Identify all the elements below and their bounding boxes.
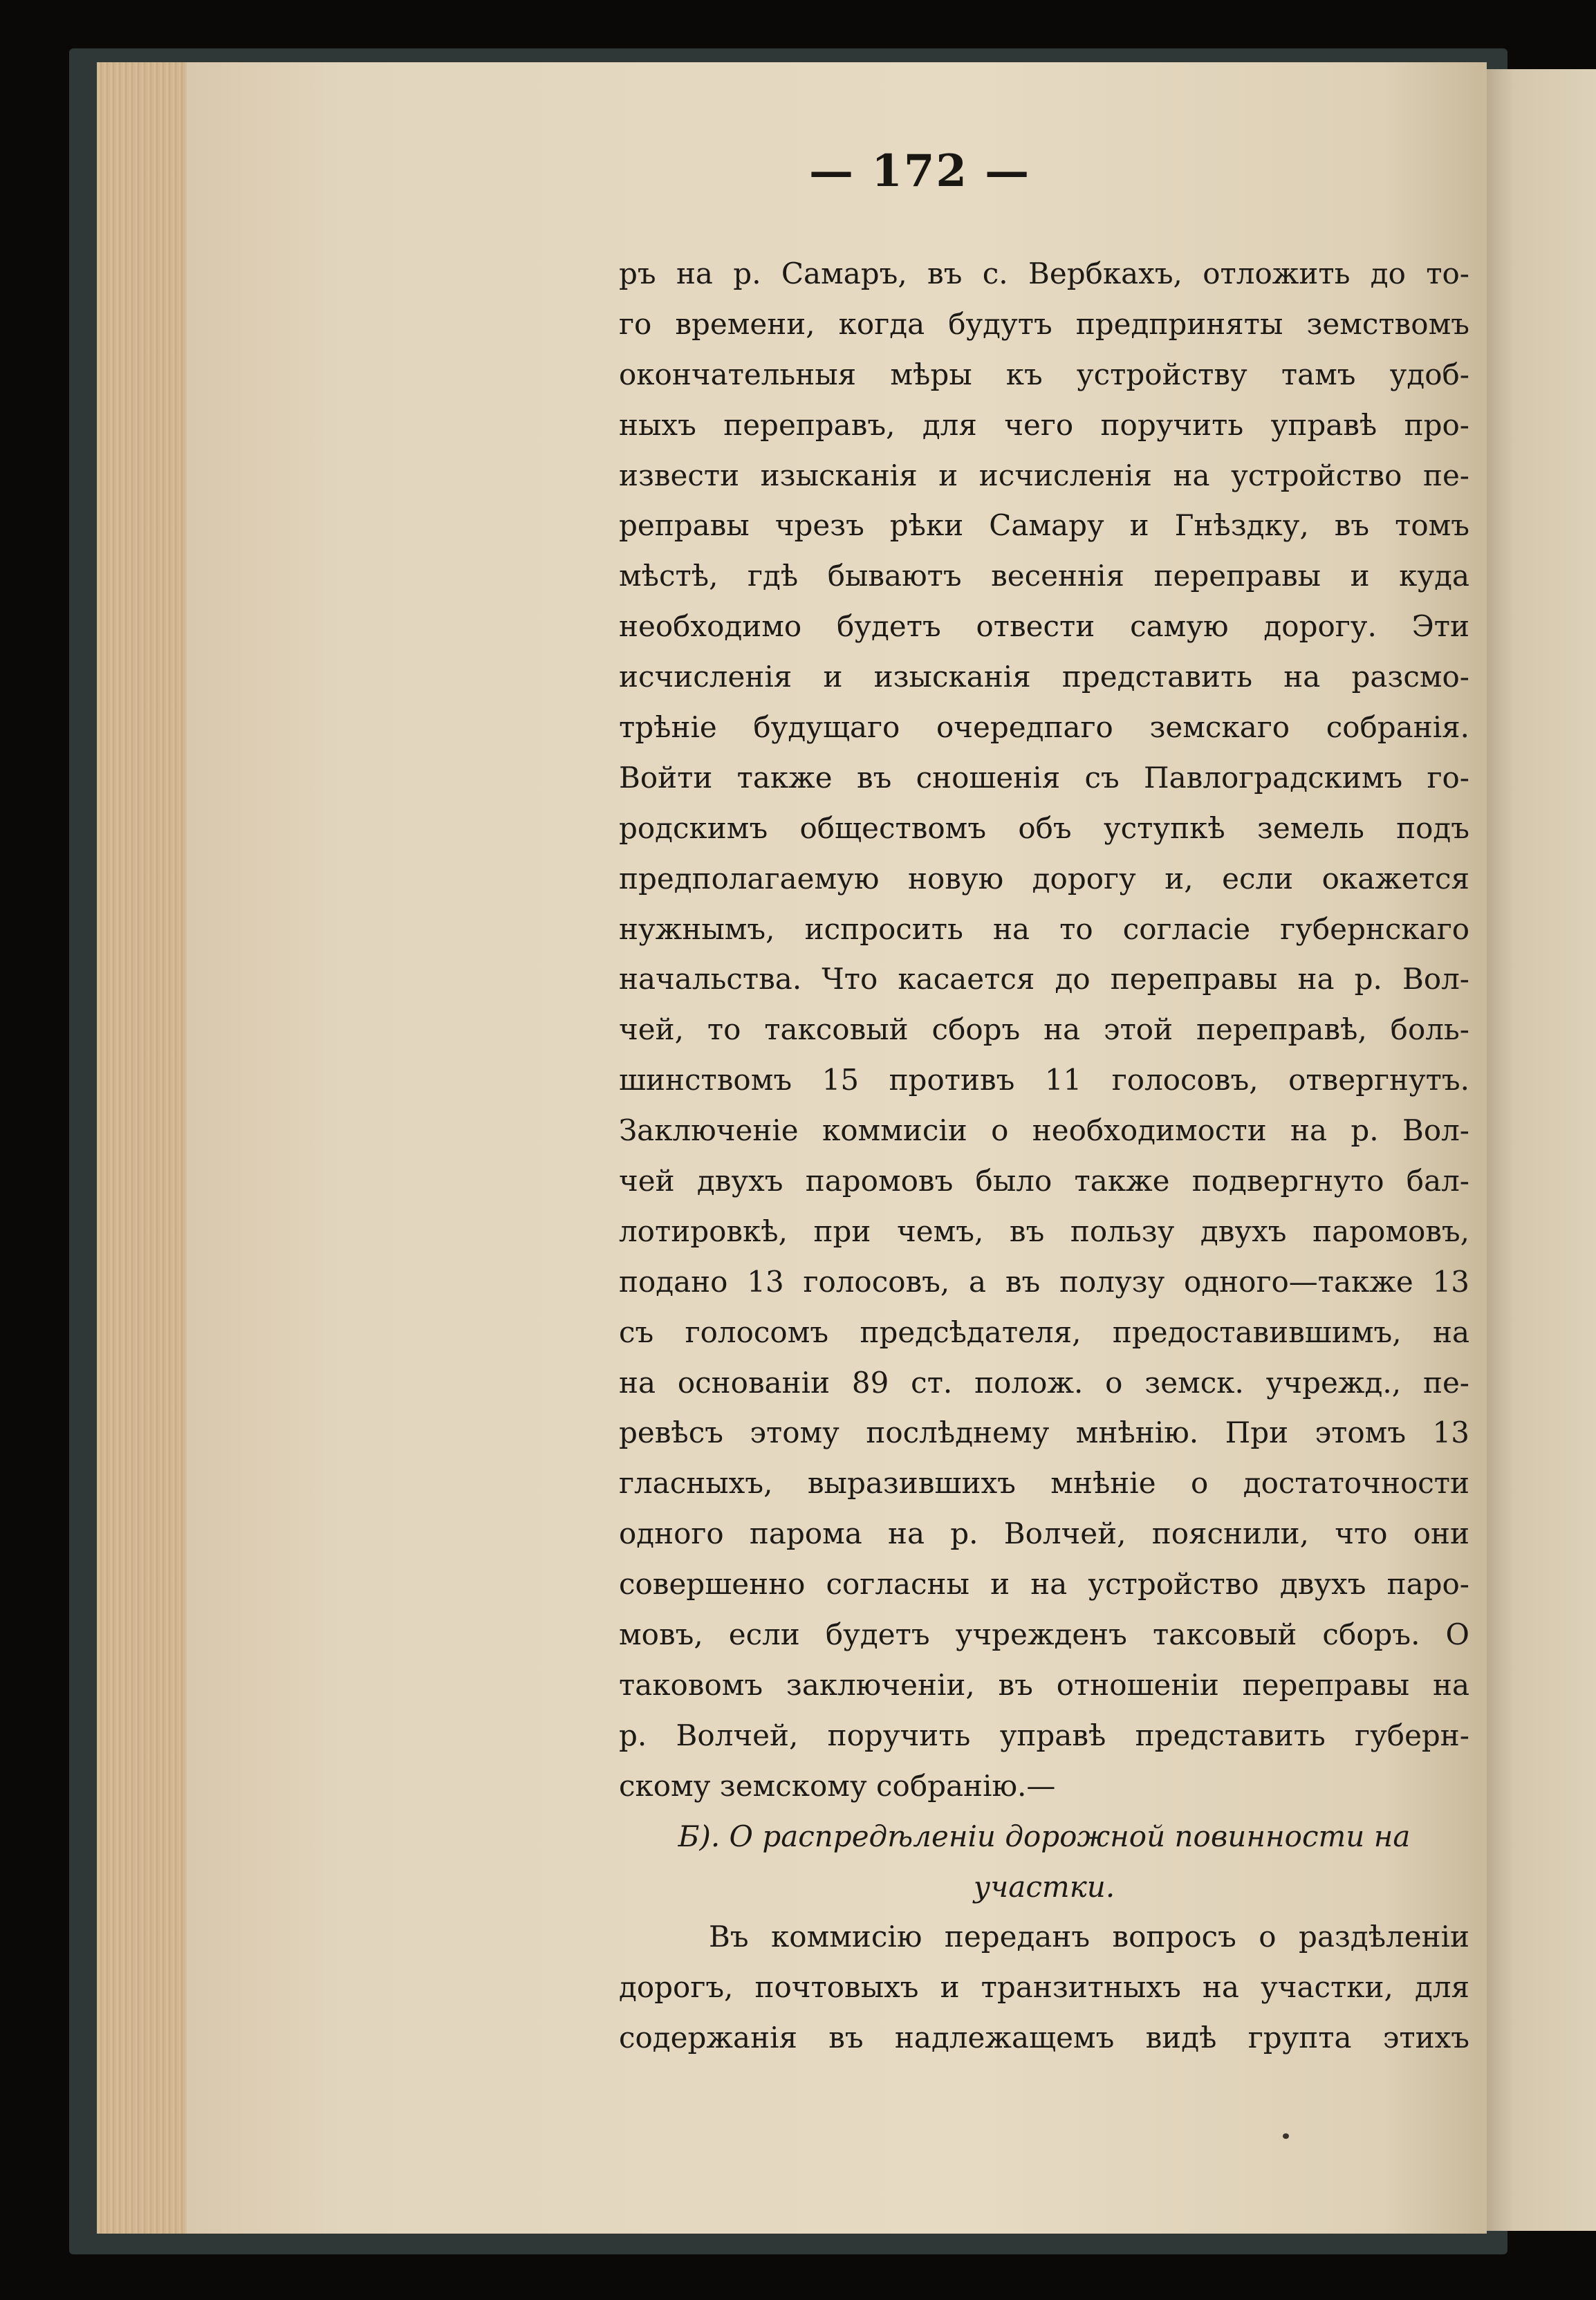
text-line: съ голосомъ предсѣдателя, предоставившимъ, на (619, 1315, 1469, 1349)
section-heading: Б). О распредѣленіи дорожной повинности на (678, 1819, 1411, 1853)
text-line: ръ на р. Самаръ, въ с. Вербкахъ, отложить до то- (619, 257, 1469, 290)
text-line: трѣніе будущаго очередпаго земскаго собранія. (619, 710, 1469, 745)
text-line: таковомъ заключеніи, въ отношеніи переправы на (619, 1667, 1469, 1702)
text-line: Войти также въ сношенія съ Павлоградскимъ го- (619, 760, 1469, 795)
text-line: Въ коммисію переданъ вопросъ о раздѣленіи (709, 1920, 1469, 1954)
text-line: лотировкѣ, при чемъ, въ пользу двухъ паромовъ, (619, 1214, 1469, 1248)
section-heading-continued: участки. (973, 1869, 1115, 1904)
text-line: предполагаемую новую дорогу и, если окажется (619, 861, 1469, 896)
text-line: реправы чрезъ рѣки Самару и Гнѣздку, въ томъ (619, 508, 1469, 543)
text-line: нужнымъ, испросить на то согласіе губернскаго (619, 911, 1469, 946)
text-line: го времени, когда будутъ предприняты земствомъ (619, 306, 1469, 341)
text-line: скому земскому собранію.— (619, 1768, 1056, 1803)
page-edges (97, 62, 187, 2234)
text-line: шинствомъ 15 противъ 11 голосовъ, отвергнутъ. (619, 1063, 1469, 1097)
body-text (619, 249, 1469, 2063)
bleed-through-text (339, 284, 615, 1819)
text-line: подано 13 голосовъ, а въ полузу одного—также 13 (619, 1264, 1469, 1299)
text-line: ревѣсъ этому послѣднему мнѣнію. При этомъ 13 (619, 1416, 1469, 1450)
text-line: чей, то таксовый сборъ на этой переправѣ, боль- (619, 1012, 1469, 1047)
text-line: совершенно согласны и на устройство двухъ паро- (619, 1567, 1469, 1602)
text-line: окончательныя мѣры къ устройству тамъ удоб- (619, 357, 1469, 391)
page-number: — 172 — (809, 145, 1031, 197)
text-line: содержанія въ надлежащемъ видѣ групта этихъ (619, 2021, 1469, 2055)
text-line: исчисленія и изысканія представить на разсмо- (619, 660, 1469, 694)
ink-speck (1283, 2133, 1289, 2139)
text-line: необходимо будетъ отвести самую дорогу. Эти (619, 609, 1469, 644)
text-line: начальства. Что касается до переправы на р. Вол- (619, 962, 1469, 996)
text-line: извести изысканія и исчисленія на устройство пе- (619, 458, 1469, 492)
text-line: чей двухъ паромовъ было также подвергнуто бал- (619, 1164, 1469, 1198)
text-line: мовъ, если будетъ учрежденъ таксовый сборъ. О (619, 1617, 1469, 1652)
text-line: р. Волчей, поручить управѣ представить губерн- (619, 1718, 1469, 1752)
text-line: родскимъ обществомъ объ уступкѣ земель подъ (619, 810, 1469, 845)
text-line: мѣстѣ, гдѣ бываютъ весеннія переправы и куда (619, 559, 1469, 593)
text-line: дорогъ, почтовыхъ и транзитныхъ на участки, для (619, 1970, 1469, 2005)
text-line: одного парома на р. Волчей, пояснили, что они (619, 1517, 1469, 1551)
adjacent-page-edge (1487, 69, 1596, 2231)
text-line: на основаніи 89 ст. полож. о земск. учрежд., пе- (619, 1365, 1469, 1400)
text-line: Заключеніе коммисіи о необходимости на р. Вол- (619, 1113, 1469, 1148)
text-line: ныхъ переправъ, для чего поручить управѣ про- (619, 407, 1469, 442)
text-line: гласныхъ, выразившихъ мнѣніе о достаточности (619, 1466, 1469, 1501)
